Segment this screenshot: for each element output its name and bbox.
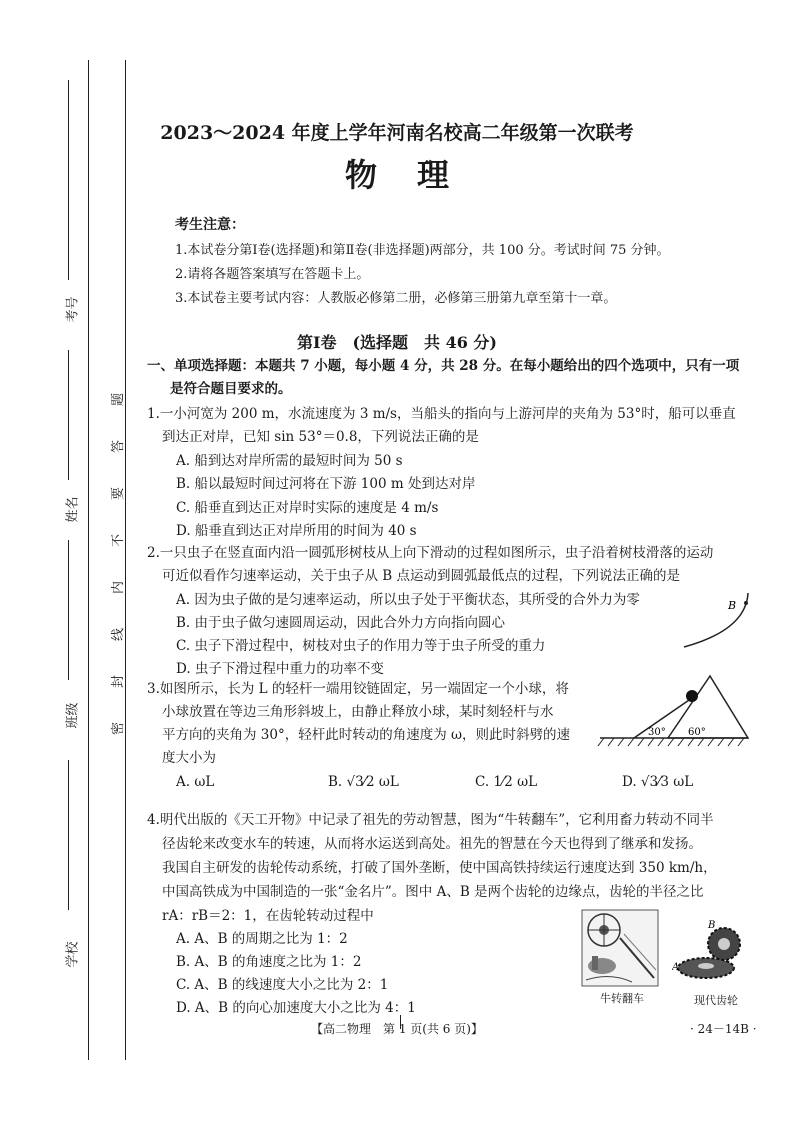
branch-arc <box>684 593 748 647</box>
q3-choice-c: C. 1⁄2 ωL <box>475 774 538 790</box>
seal-char: 要 <box>111 486 127 501</box>
name-line <box>68 350 69 480</box>
seal-char: 封 <box>111 674 127 689</box>
q4-option-c: C. A、B 的线速度大小之比为 2：1 <box>176 977 389 993</box>
binding-line-outer <box>88 60 89 1060</box>
q3-choice-b: B. √3⁄2 ωL <box>328 774 399 790</box>
q2-option-b: B. 由于虫子做匀速圆周运动，因此合外力方向指向圆心 <box>176 615 506 631</box>
notes-heading: 考生注意： <box>175 217 245 233</box>
q4-stem-cont: 我国自主研发的齿轮传动系统，打破了国外垄断，使中国高铁持续运行速度达到 350 km/h， <box>162 860 717 876</box>
note-item: 3.本试卷主要考试内容：人教版必修第二册，必修第三册第九章至第十一章。 <box>175 291 617 306</box>
angle-30-label: 30° <box>648 727 666 738</box>
subject-title: 物理 <box>344 156 489 194</box>
q3-choice-d: D. √3⁄3 ωL <box>622 774 694 790</box>
seal-char: 题 <box>111 392 127 407</box>
seal-char: 不 <box>111 533 127 548</box>
branch-arc-figure <box>676 585 756 655</box>
school-label: 学校 <box>65 941 81 968</box>
q4-option-a: A. A、B 的周期之比为 1：2 <box>176 931 348 947</box>
q4-stem-cont: 径齿轮来改变水车的转速，从而将水运送到高处。祖先的智慧在今天也得到了继承和发扬。 <box>162 836 702 852</box>
q2-stem-cont: 可近似看作匀速率运动，关于虫子从 B 点运动到圆弧最低点的过程，下列说法正确的是 <box>162 568 681 584</box>
page-footer: 【高二物理 第 1 页(共 6 页)】 <box>311 1022 483 1036</box>
note-item: 1.本试卷分第Ⅰ卷(选择题)和第Ⅱ卷(非选择题)两部分，共 100 分。考试时间 75 分钟。 <box>175 243 670 258</box>
gear-a-label: A <box>672 962 680 973</box>
q1-option-b: B. 船以最短时间过河将在下游 100 m 处到达对岸 <box>176 476 476 492</box>
modern-gears-caption: 现代齿轮 <box>694 994 738 1007</box>
q1-option-d: D. 船垂直到达正对岸所用的时间为 40 s <box>176 523 417 539</box>
gear-b-label: B <box>708 920 716 931</box>
q1-stem: 1.一小河宽为 200 m，水流速度为 3 m/s，当船头的指向与上游河岸的夹角为 53°时，船可以垂直 <box>147 406 736 422</box>
school-line <box>68 760 69 910</box>
seal-char: 线 <box>111 627 127 642</box>
q3-stem-cont: 度大小为 <box>162 750 216 766</box>
q2-option-a: A. 因为虫子做的是匀速率运动，所以虫子处于平衡状态，其所受的合外力为零 <box>176 592 640 608</box>
seal-char: 密 <box>111 721 127 736</box>
q4-stem: 4.明代出版的《天工开物》中记录了祖先的劳动智慧，图为“牛转翻车”，它利用畜力转动不同半 <box>147 812 714 828</box>
q4-stem-cont: rA：rB＝2：1，在齿轮转动过程中 <box>162 908 374 924</box>
exam-number-label: 考号 <box>65 296 81 323</box>
note-item: 2.请将各题答案填写在答题卡上。 <box>175 267 370 282</box>
section-instructions-cont: 是符合题目要求的。 <box>170 381 292 397</box>
section-title: 第Ⅰ卷 (选择题 共 46 分) <box>296 333 498 352</box>
bug-dot <box>744 601 748 605</box>
ox-water-wheel-illustration <box>580 908 660 988</box>
q4-option-b: B. A、B 的角速度之比为 1：2 <box>176 954 362 970</box>
q2-option-c: C. 虫子下滑过程中，树枝对虫子的作用力等于虫子所受的重力 <box>176 638 546 654</box>
paper-code: · 24－14B · <box>690 1022 757 1036</box>
q1-option-c: C. 船垂直到达正对岸时实际的速度是 4 m/s <box>176 500 439 516</box>
q3-stem-cont: 平方向的夹角为 30°，轻杆此时转动的角速度为 ω，则此时斜劈的速 <box>162 727 571 743</box>
q3-stem: 3.如图所示，长为 L 的轻杆一端用铰链固定，另一端固定一个小球，将 <box>147 681 569 697</box>
exam-title: 2023～2024 年度上学年河南名校高二年级第一次联考 <box>160 122 634 144</box>
q3-choice-a: A. ωL <box>176 774 215 790</box>
modern-gears-illustration <box>672 918 752 990</box>
ball <box>686 690 698 702</box>
q2-stem: 2.一只虫子在竖直面内沿一圆弧形树枝从上向下滑动的过程如图所示，虫子沿着树枝滑落的运动 <box>147 545 714 561</box>
q4-stem-cont: 中国高铁成为中国制造的一张“金名片”。图中 A、B 是两个齿轮的边缘点，齿轮的半径之比 <box>162 884 704 900</box>
slope-figure <box>596 670 756 750</box>
angle-60-label: 60° <box>688 727 706 738</box>
q4-option-d: D. A、B 的向心加速度大小之比为 4：1 <box>176 1000 416 1016</box>
ox-wheel-caption: 牛转翻车 <box>600 992 644 1005</box>
q2-option-d: D. 虫子下滑过程中重力的功率不变 <box>176 661 384 677</box>
seal-char: 答 <box>111 439 127 454</box>
section-instructions: 一、单项选择题：本题共 7 小题，每小题 4 分，共 28 分。在每小题给出的四个选项中，只有一项 <box>147 358 740 374</box>
class-label: 班级 <box>65 702 81 729</box>
class-line <box>68 540 69 680</box>
binding-line-inner <box>125 60 126 1060</box>
name-label: 姓名 <box>65 496 81 523</box>
point-b-label: B <box>728 599 737 612</box>
ground-hatch <box>598 738 744 746</box>
q1-option-a: A. 船到达对岸所需的最短时间为 50 s <box>176 453 403 469</box>
q1-stem-cont: 到达正对岸，已知 sin 53°＝0.8，下列说法正确的是 <box>162 429 479 445</box>
seal-char: 内 <box>111 580 127 595</box>
q3-stem-cont: 小球放置在等边三角形斜坡上，由静止释放小球，某时刻轻杆与水 <box>162 704 554 720</box>
